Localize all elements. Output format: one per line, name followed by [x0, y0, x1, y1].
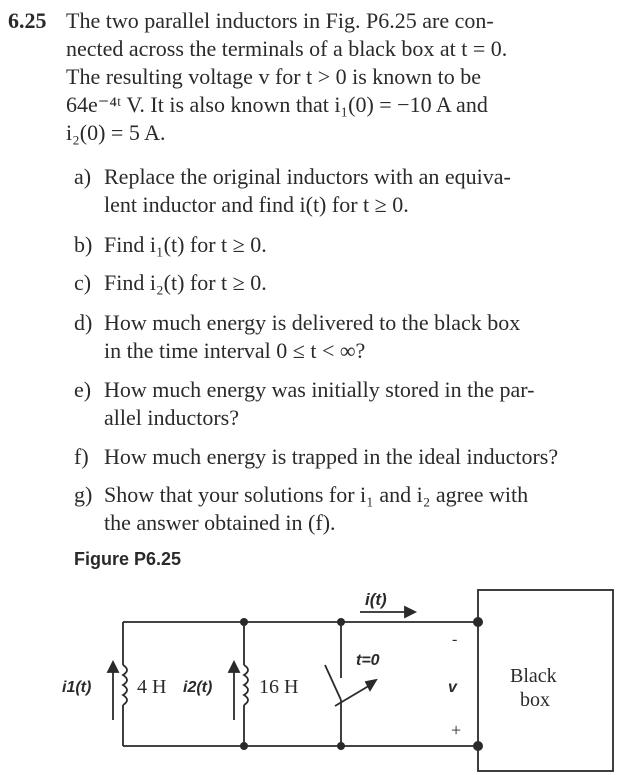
problem-number: 6.25 [8, 8, 47, 33]
part-f-line: How much energy is trapped in the ideal inductors? [104, 444, 559, 469]
part-e-line: allel inductors? [104, 405, 240, 430]
intro-line: i₂(0) = 5 A. [66, 120, 166, 145]
minus-label: - [452, 631, 458, 648]
part-c-line: Find i₂(t) for t ≥ 0. [104, 270, 267, 295]
part-letter-a: a) [74, 164, 92, 189]
intro-line: nected across the terminals of a black box at t = 0. [66, 36, 508, 61]
inductor1-coil [123, 665, 127, 705]
part-e-line: How much energy was initially stored in the par- [104, 377, 535, 402]
i2-label: i2(t) [183, 679, 213, 696]
part-letter-d: d) [74, 310, 93, 335]
part-letter-b: b) [74, 232, 93, 257]
current-label: i(t) [365, 590, 387, 609]
plus-label: + [451, 720, 462, 740]
intro-line: 64e⁻⁴ᵗ V. It is also known that i₁(0) = −10 A and [66, 92, 488, 117]
part-letter-c: c) [74, 270, 92, 295]
intro-line: The two parallel inductors in Fig. P6.25 are con- [66, 8, 494, 33]
junction-dot [240, 618, 248, 626]
part-letter-f: f) [74, 444, 89, 469]
junction-dot [337, 618, 345, 626]
junction-dot [337, 742, 345, 750]
box-label-line1: Black [510, 665, 557, 687]
switch-label: t=0 [356, 652, 380, 669]
inductor2-label: 16 H [259, 676, 299, 698]
inductor2-coil [244, 665, 248, 705]
part-g-line: Show that your solutions for i₁ and i₂ agree with [104, 482, 529, 507]
box-label-line2: box [520, 689, 550, 711]
terminal-dot [473, 617, 483, 627]
i1-label: i1(t) [62, 679, 92, 696]
voltage-label: v [448, 679, 457, 696]
part-b-line: Find i₁(t) for t ≥ 0. [104, 232, 267, 257]
part-letter-e: e) [74, 377, 92, 402]
part-a-line: Replace the original inductors with an equiva- [104, 164, 511, 189]
part-a-line: lent inductor and find i(t) for t ≥ 0. [104, 192, 409, 217]
intro-line: The resulting voltage v for t > 0 is known to be [66, 64, 482, 89]
terminal-dot [473, 741, 483, 751]
switch-blade [325, 665, 341, 700]
part-d-line: in the time interval 0 ≤ t < ∞? [104, 338, 366, 363]
figure-title: Figure P6.25 [74, 549, 182, 569]
inductor1-label: 4 H [137, 676, 167, 698]
part-letter-g: g) [74, 482, 93, 507]
part-d-line: How much energy is delivered to the black box [104, 310, 521, 335]
part-g-line: the answer obtained in (f). [104, 510, 336, 535]
junction-dot [240, 742, 248, 750]
switch-arrow [335, 684, 372, 706]
